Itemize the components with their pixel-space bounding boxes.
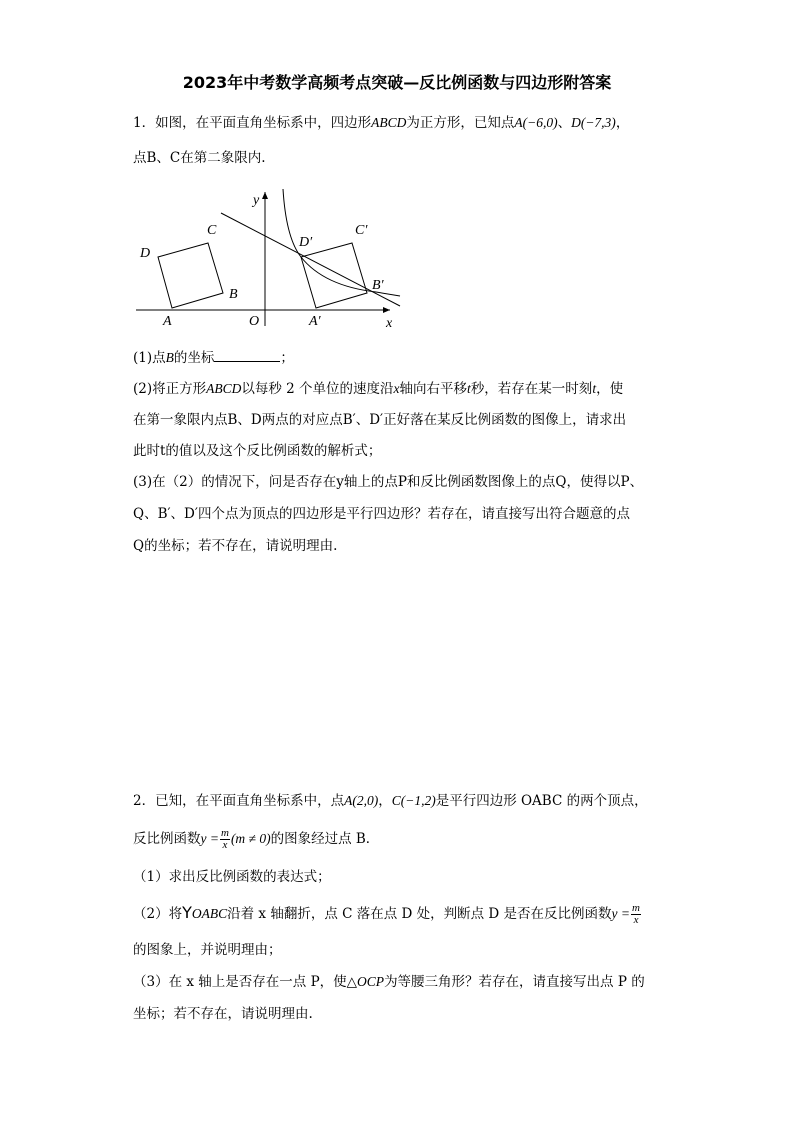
q1-sub1-end: ； <box>280 350 294 366</box>
label-d-prime: D′ <box>299 235 313 250</box>
q2-frac-den: x <box>222 839 228 851</box>
q2-sub2-b: 沿着 x 轴翻折，点 C 落在点 D 处，判断点 D 是否在反比例函数 <box>227 906 612 922</box>
q1-sub2-b: ABCD <box>206 381 242 396</box>
q1-sub1 <box>133 349 294 367</box>
q2-sub2-line2: 的图象上，并说明理由； <box>133 942 282 958</box>
q1-line1-text-a: 1．如图，在平面直角坐标系中，四边形 <box>133 115 372 131</box>
square-abcd-translated <box>301 243 367 308</box>
q2-line1 <box>133 792 648 810</box>
label-x: x <box>386 316 393 331</box>
q2-sub3-line2: 坐标；若不存在，请说明理由. <box>133 1006 313 1022</box>
label-b-prime: B′ <box>372 278 384 293</box>
q2-point-c: C(−1,2) <box>391 793 436 808</box>
q1-sub2-i: ，使 <box>596 381 624 397</box>
q1-point-d: D(−7,3) <box>571 115 616 130</box>
q2-fraction <box>220 828 230 851</box>
q2-sub2-a: （2）将 <box>133 906 183 922</box>
q2-frac-num: m <box>220 827 229 839</box>
page-title: 2023年中考数学高频考点突破—反比例函数与四边形附答案 <box>182 73 612 92</box>
square-abcd <box>158 243 223 308</box>
label-a: A <box>163 314 172 329</box>
q1-line2: 点B、C在第二象限内. <box>133 150 266 166</box>
q1-line1 <box>133 114 629 132</box>
q1-sub2-d: x <box>393 381 400 396</box>
q1-abcd: ABCD <box>371 115 407 130</box>
q1-sub2-line1 <box>133 380 623 398</box>
q2-sub2-den: x <box>633 914 639 926</box>
label-c: C <box>207 223 217 238</box>
q1-sep: 、 <box>557 115 572 131</box>
q2-sub2-fraction <box>631 903 641 926</box>
label-c-prime: C′ <box>355 223 368 238</box>
q2-oabc: OABC <box>191 906 228 921</box>
q1-sub3-line3: Q的坐标；若不存在，请说明理由. <box>133 538 338 554</box>
q1-sub2-a: (2)将正方形 <box>133 381 207 397</box>
answer-blank <box>214 349 280 362</box>
q2-point-a: A(2,0) <box>344 793 379 808</box>
q2-line1-b: ， <box>378 793 392 809</box>
label-d: D <box>140 246 151 261</box>
q1-sub2-h: t <box>592 381 597 396</box>
q1-sub2-f: t <box>467 381 471 396</box>
label-y: y <box>253 193 260 208</box>
q1-sub2-e: 轴向右平移 <box>399 381 468 397</box>
q1-line1-end: ， <box>615 115 630 131</box>
parallelogram-symbol: Y <box>182 903 192 922</box>
q1-sub1-a: (1)点 <box>133 350 166 366</box>
q2-line1-c: 是平行四边形 OABC 的两个顶点， <box>435 793 648 809</box>
x-axis-arrow <box>383 307 390 313</box>
label-b: B <box>229 287 238 302</box>
q2-cond: (m ≠ 0) <box>230 831 271 846</box>
label-o: O <box>249 314 260 329</box>
q1-sub2-line3: 此时t的值以及这个反比例函数的解析式； <box>133 443 382 459</box>
q1-sub3-line1: (3)在（2）的情况下，问是否存在y轴上的点P和反比例函数图像上的点Q，使得以P、 <box>133 474 644 490</box>
q2-line2-a: 反比例函数 <box>133 831 201 847</box>
q1-sub2-c: 以每秒 2 个单位的速度沿 <box>241 381 394 397</box>
label-a-prime: A′ <box>309 314 321 329</box>
y-axis-arrow <box>262 192 268 199</box>
q1-figure <box>128 186 408 336</box>
q2-line1-a: 2．已知，在平面直角坐标系中，点 <box>133 793 345 809</box>
q2-sub1: （1）求出反比例函数的表达式； <box>133 869 331 885</box>
q1-sub1-c: 的坐标 <box>173 350 215 366</box>
q2-sub2-line1 <box>133 903 642 926</box>
q1-line1-text-b: 为正方形，已知点 <box>406 115 515 131</box>
q1-sub2-g: 秒，若存在某一时刻 <box>470 381 593 397</box>
q2-sub3-line1 <box>133 973 645 991</box>
q1-sub3-line2: Q、B′、D′四个点为顶点的四边形是平行四边形？若存在，请直接写出符合题意的点 <box>133 506 630 522</box>
q2-yeq: y = <box>200 831 219 846</box>
q2-line2 <box>133 828 379 851</box>
q2-sub3-b: 为等腰三角形？若存在，请直接写出点 P 的 <box>384 974 645 990</box>
q2-triangle: △OCP <box>346 974 385 989</box>
q2-line2-b: 的图象经过点 B． <box>270 831 380 847</box>
q1-sub1-b: B <box>165 350 174 365</box>
q2-sub2-yeq: y = <box>611 906 631 921</box>
q1-sub2-line2: 在第一象限内点B、D两点的对应点B′、D′正好落在某反比例函数的图像上，请求出 <box>133 412 627 428</box>
q2-sub2-num: m <box>632 902 640 914</box>
q1-point-a: A(−6,0) <box>514 115 558 130</box>
q2-sub3-a: （3）在 x 轴上是否存在一点 P，使 <box>133 974 347 990</box>
